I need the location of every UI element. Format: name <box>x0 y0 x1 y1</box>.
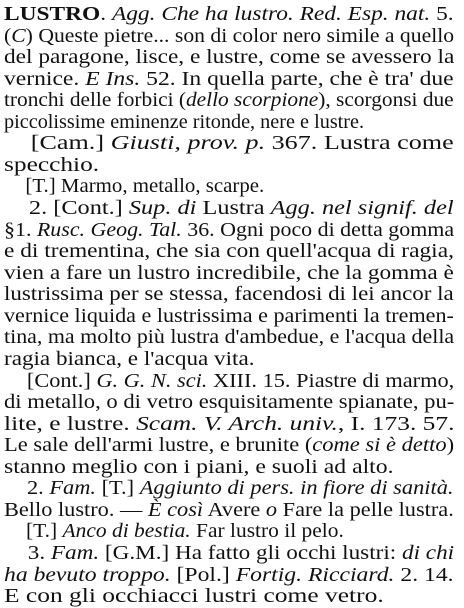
italic-text: dello scorpione <box>186 90 319 112</box>
entry-line <box>4 263 454 285</box>
text-segment: 52. In quella parte, che è tra' due <box>140 68 454 90</box>
italic-text: Sup. di <box>128 198 197 220</box>
text-segment: Avere <box>203 499 266 521</box>
entry-line <box>4 435 454 457</box>
italic-text: Che ha lustro. Red. Esp. nat. <box>161 4 431 25</box>
entry-line <box>4 284 454 306</box>
text-segment: [Cont.] <box>26 370 97 392</box>
italic-text: G. G. N. sci. <box>96 370 208 392</box>
text-segment: Bello lustro. — <box>4 499 148 521</box>
entry-line <box>4 392 454 414</box>
text-segment: [T.] <box>95 478 140 500</box>
italic-text: Giusti, prov. p. <box>110 133 266 155</box>
text-segment: piccolissime eminenze ritonde, nere e lustre. <box>4 111 365 133</box>
italic-text: E Ins. <box>85 68 141 90</box>
text-segment: e di trementina, che sia con quell'acqua di ragia, <box>4 241 454 263</box>
text-segment: lustrissima per se stessa, facendosi di lei ancor la <box>4 284 454 306</box>
italic-text: o <box>265 499 278 521</box>
entry-line <box>4 69 454 91</box>
text-segment: [G.M.] Ha fatto gli occhi lustri: <box>99 543 402 564</box>
italic-text: Fam. <box>49 478 96 500</box>
dictionary-entry-lustro <box>4 4 460 608</box>
text-segment: tronchi delle forbici ( <box>4 90 187 112</box>
entry-line <box>4 90 454 112</box>
text-segment: vernice. <box>4 68 86 90</box>
entry-line <box>4 176 264 198</box>
text-segment: XIII. 15. Piastre di marmo, <box>207 370 455 392</box>
text-segment: vernice liquida e lustrissima e parimenti la tremen- <box>4 305 454 327</box>
text-segment: Fare la pelle lustra. <box>277 499 454 521</box>
text-segment: lite, e lustre. <box>4 413 137 435</box>
italic-text: Fam. <box>50 543 100 564</box>
italic-text: Aggiunto di pers. in fiore di sanità. <box>139 478 454 500</box>
entry-line <box>4 133 454 155</box>
entry-line <box>4 306 454 328</box>
text-segment: [Pol.] <box>170 564 236 586</box>
entry-line <box>4 47 454 69</box>
text-segment: . <box>100 4 112 25</box>
italic-text: di chi <box>401 543 455 564</box>
italic-text: C <box>11 25 26 47</box>
text-segment: §1. <box>4 219 37 241</box>
text-segment: 367. Lustra come <box>265 133 454 155</box>
text-segment: 2. <box>26 478 50 500</box>
entry-line <box>4 241 454 263</box>
text-segment: Le sale dell'armi lustre, e brunite ( <box>4 435 313 457</box>
entry-line <box>4 478 454 500</box>
entry-line <box>4 155 99 177</box>
text-segment: ) Queste pietre... son di color nero simile a quello <box>25 25 455 47</box>
text-segment: 5. <box>430 4 454 25</box>
entry-line <box>4 198 454 220</box>
entry-line <box>4 327 454 349</box>
text-segment: del paragone, lisce, e lustre, come se avessero la <box>4 47 455 69</box>
entry-line <box>4 26 454 48</box>
entry-line <box>4 457 394 479</box>
text-segment: vien a fare un lustro incredibile, che la gomma è <box>4 262 454 284</box>
entry-line <box>4 521 344 543</box>
text-segment: ( <box>4 25 12 47</box>
entry-line <box>4 220 454 242</box>
text-segment: 36. Ogni poco di detta gomma <box>181 219 455 241</box>
headword: LUSTRO <box>4 4 101 25</box>
entry-line <box>4 565 454 587</box>
text-segment: Far lustro il pelo. <box>190 521 344 543</box>
text-segment: 2. [Cont.] <box>28 198 129 220</box>
text-segment: [T.] Marmo, metallo, scarpe. <box>25 176 265 198</box>
text-segment: ), scorgonsi due <box>318 90 454 112</box>
entry-line <box>4 543 454 565</box>
italic-text: Anco di bestia. <box>62 521 191 543</box>
italic-text: Agg. nel signif. del <box>270 198 454 220</box>
italic-text: È così <box>147 499 204 521</box>
text-segment: , I. 173. 57. <box>337 413 455 435</box>
entry-line <box>4 500 454 522</box>
entry-line <box>4 371 454 393</box>
text-segment: [T.] <box>26 521 63 543</box>
text-segment: 3. <box>27 543 51 564</box>
text-segment: di metallo, o di vetro esquisitamente spianate, pu- <box>4 392 455 414</box>
text-segment: tina, ma molto più lustra d'ambedue, e l'acqua della <box>4 327 455 349</box>
entry-line <box>4 586 384 608</box>
text-segment: E con gli occhiacci lustri come vetro. <box>4 586 384 608</box>
entry-line <box>4 4 454 26</box>
text-segment: 2. 14. <box>394 564 454 586</box>
italic-text: Scam. V. Arch. univ. <box>136 413 338 435</box>
text-segment: specchio. <box>4 154 100 176</box>
italic-text: ha bevuto troppo. <box>4 564 171 586</box>
italic-text: Fortig. Ricciard. <box>235 564 395 586</box>
entry-line <box>4 349 254 371</box>
text-segment: [Cam.] <box>30 133 111 155</box>
text-segment: Lustra <box>196 198 271 220</box>
italic-text: come si è detto <box>312 435 447 457</box>
text-segment: ragia bianca, e l'acqua vita. <box>4 348 255 370</box>
entry-line <box>4 414 454 436</box>
italic-text: Rusc. Geog. Tal. <box>36 219 182 241</box>
entry-line <box>4 112 364 134</box>
text-segment: ) <box>446 435 455 457</box>
text-segment: stanno meglio con i piani, e suoli ad alto. <box>4 456 394 478</box>
italic-text: Agg. <box>111 4 156 25</box>
